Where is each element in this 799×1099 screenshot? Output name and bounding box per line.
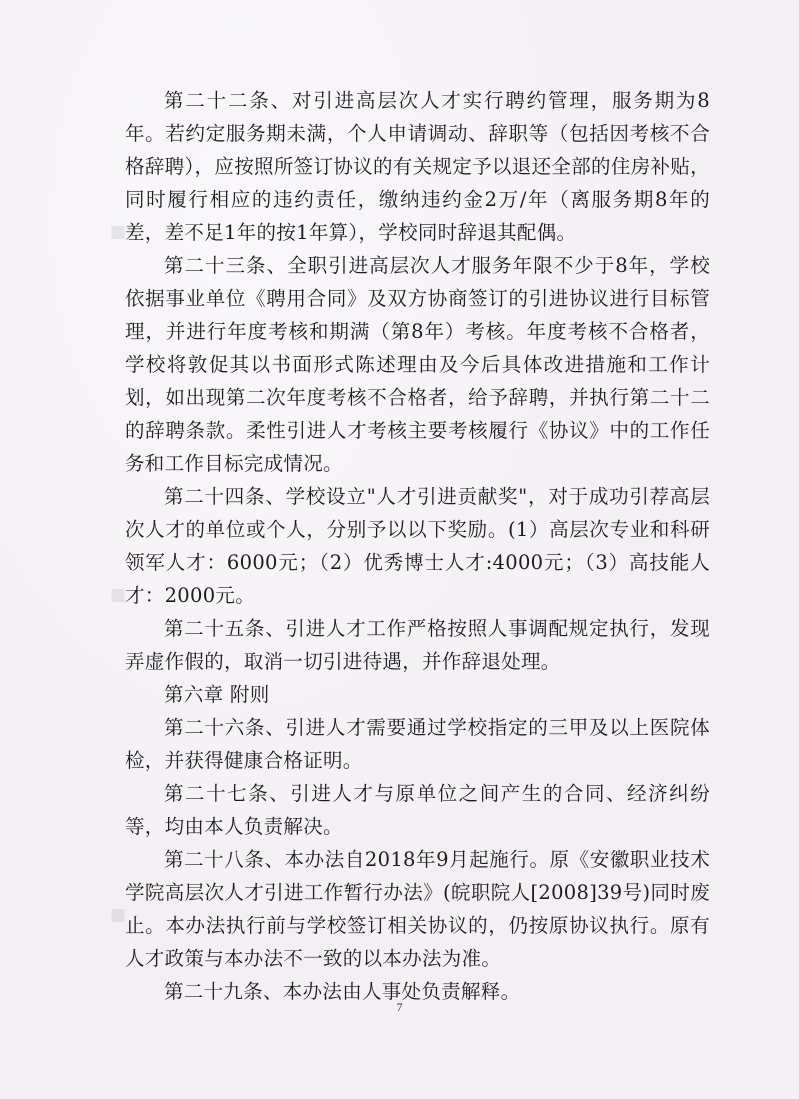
article-27-paragraph: 第二十七条、引进人才与原单位之间产生的合同、经济纠纷等，均由本人负责解决。 [125, 782, 710, 838]
article-23-paragraph: 第二十三条、全职引进高层次人才服务年限不少于8年，学校依据事业单位《聘用合同》及双方协商签订的引进协议进行目标管理，并进行年度考核和期满（第8年）考核。年度考核不合格者，学校将敦促其以书面形式陈述理由及今后具体改进措施和工作计划，如出现第二次年度考核不合格者，给予辞聘，并执行第二十二的辞聘条款。柔性引进人才考核主要考核履行《协议》中的工作任务和工作目标完成情况。 [125, 254, 710, 475]
bleed-through-decoration: ■ [110, 585, 129, 605]
chapter-heading: 第六章 附则 [164, 683, 270, 706]
article-29-paragraph: 第二十九条、本办法由人事处负责解释。 [164, 980, 521, 1003]
article-28-paragraph: 第二十八条、本办法自2018年9月起施行。原《安徽职业技术学院高层次人才引进工作暂行办法》(皖职院人[2008]39号)同时废止。本办法执行前与学校签订相关协议的，仍按原协议执行。原有人才政策与本办法不一致的以本办法为准。 [125, 848, 710, 970]
document-body [125, 84, 710, 1008]
article-25-paragraph: 第二十五条、引进人才工作严格按照人事调配规定执行，发现弄虚作假的，取消一切引进待遇，并作辞退处理。 [125, 617, 710, 673]
article-22-paragraph: 第二十二条、对引进高层次人才实行聘约管理，服务期为8年。若约定服务期未满，个人申请调动、辞职等（包括因考核不合格辞聘），应按照所签订协议的有关规定予以退还全部的住房补贴，同时履行相应的违约责任，缴纳违约金2万/年（离服务期8年的差，差不足1年的按1年算），学校同时辞退其配偶。 [125, 89, 710, 244]
article-26-paragraph: 第二十六条、引进人才需要通过学校指定的三甲及以上医院体检，并获得健康合格证明。 [125, 716, 710, 772]
bleed-through-decoration: ■ [110, 905, 129, 925]
page-number: 7 [396, 1000, 403, 1014]
article-24-paragraph: 第二十四条、学校设立"人才引进贡献奖"，对于成功引荐高层次人才的单位或个人，分别予以以下奖励。(1）高层次专业和科研领军人才：6000元；（2）优秀博士人才:4000元；（3）高技能人才：2000元。 [125, 485, 710, 607]
bleed-through-decoration: ■ [110, 222, 129, 242]
